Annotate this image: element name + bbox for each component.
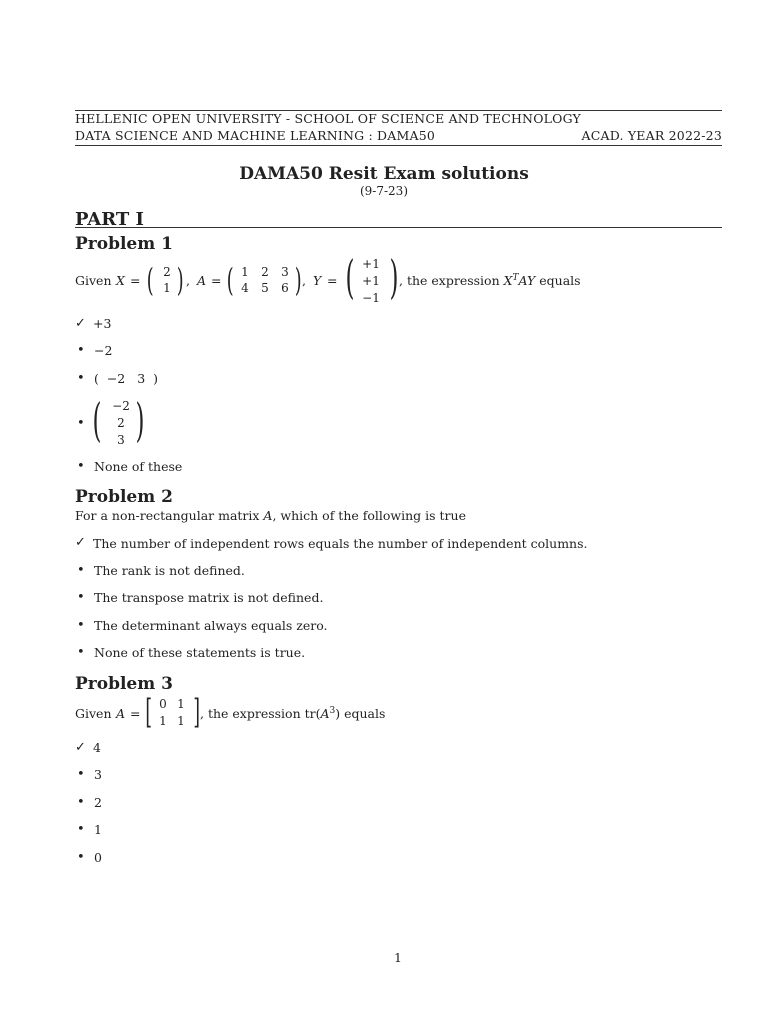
bullet-icon: • (77, 618, 85, 633)
column-vector-entry: −2 (112, 399, 130, 413)
bullet-icon: • (77, 343, 85, 358)
matrix-variable: A (263, 508, 273, 523)
part-rule (75, 227, 722, 228)
bullet-icon: • (77, 416, 85, 431)
equals-sign: = (327, 273, 338, 288)
equals-sign: = (130, 706, 141, 721)
matrix-entry: 1 (177, 714, 185, 728)
problem-1-heading: Problem 1 (75, 234, 173, 254)
header-academic-year: ACAD. YEAR 2022-23 (581, 128, 722, 143)
tail-suffix: ) equals (335, 706, 386, 722)
a-matrix-left-paren: ( (226, 261, 234, 299)
x-vector-entry: 1 (163, 281, 171, 295)
a-matrix-entry: 4 (241, 281, 249, 295)
x-variable: X (116, 273, 125, 288)
matrix-entry: 0 (159, 697, 167, 711)
header-bottom-rule (75, 145, 722, 146)
option: The transpose matrix is not defined. (94, 590, 324, 605)
option-row-vector: ( −2 3 ) (94, 371, 158, 386)
a-matrix-entry: 1 (241, 265, 249, 279)
a-variable: A (116, 706, 126, 721)
a-variable: A (197, 273, 207, 288)
matrix-left-bracket: [ (145, 692, 152, 732)
expr-a: A (320, 706, 330, 722)
bullet-icon: • (77, 459, 85, 474)
row-vector-entry: 3 (137, 371, 146, 386)
y-vector-entry: +1 (362, 257, 380, 271)
given-label: Given (75, 706, 112, 721)
problem-3-heading: Problem 3 (75, 674, 173, 694)
document-date: (9-7-23) (359, 184, 408, 198)
expr-ay: AY (518, 273, 536, 289)
option-correct: +3 (93, 316, 112, 331)
bullet-icon: • (77, 563, 85, 578)
x-vector-entry: 2 (163, 265, 171, 279)
matrix-entry: 1 (159, 714, 167, 728)
bullet-icon: • (77, 795, 85, 810)
comma-separator: , (302, 273, 306, 288)
expr-transpose: T (512, 273, 519, 283)
question-tail (200, 706, 385, 721)
tail-prefix: , the expression (399, 273, 504, 289)
correct-check-icon: ✓ (75, 535, 86, 550)
y-variable: Y (313, 273, 322, 288)
bullet-icon: • (77, 645, 85, 660)
bullet-icon: • (77, 767, 85, 782)
equals-sign: = (130, 273, 141, 288)
tail-prefix: , the expression tr( (200, 706, 321, 722)
option: 3 (94, 767, 102, 782)
bullet-icon: • (77, 371, 85, 386)
x-vector-right-paren: ) (176, 261, 184, 299)
header-course: DATA SCIENCE AND MACHINE LEARNING : DAMA50 (75, 128, 436, 143)
column-vector-entry: 3 (117, 433, 125, 447)
column-vector-entry: 2 (117, 416, 125, 430)
correct-check-icon: ✓ (75, 316, 86, 331)
option: The rank is not defined. (94, 563, 245, 578)
option: 2 (94, 795, 102, 810)
option-correct: 4 (93, 740, 101, 755)
option: None of these (94, 459, 183, 474)
question-suffix: , which of the following is true (272, 508, 466, 523)
a-matrix-entry: 3 (281, 265, 289, 279)
page-number: 1 (394, 950, 402, 965)
tail-suffix: equals (535, 273, 581, 289)
matrix-entry: 1 (177, 697, 185, 711)
problem-2-question (75, 508, 466, 523)
bullet-icon: • (77, 590, 85, 605)
y-vector-entry: +1 (362, 274, 380, 288)
comma-separator: , (186, 273, 190, 288)
option: The determinant always equals zero. (94, 618, 328, 633)
option: 0 (94, 850, 102, 865)
a-matrix-entry: 6 (281, 281, 289, 295)
option-correct: The number of independent rows equals the number of independent columns. (93, 536, 588, 551)
option: None of these statements is true. (94, 645, 306, 660)
option: −2 (94, 343, 113, 358)
x-vector-left-paren: ( (146, 261, 154, 299)
y-vector-right-paren: ) (389, 250, 399, 304)
problem-2-heading: Problem 2 (75, 487, 173, 507)
y-vector-left-paren: ( (345, 250, 355, 304)
a-matrix-entry: 2 (261, 265, 269, 279)
given-label: Given (75, 273, 112, 288)
option: 1 (94, 822, 102, 837)
header-institution: HELLENIC OPEN UNIVERSITY - SCHOOL OF SCIENCE AND TECHNOLOGY (75, 111, 582, 126)
column-vector-left-paren: ( (92, 393, 102, 447)
bullet-icon: • (77, 822, 85, 837)
question-prefix: For a non-rectangular matrix (75, 508, 264, 523)
a-matrix-right-paren: ) (294, 261, 302, 299)
question-tail (399, 273, 581, 288)
bullet-icon: • (77, 850, 85, 865)
column-vector-right-paren: ) (135, 393, 145, 447)
y-vector-entry: −1 (362, 291, 380, 305)
expr-power: 3 (329, 706, 336, 716)
matrix-right-bracket: ] (193, 692, 200, 732)
row-vector-entry: −2 (106, 371, 126, 386)
part-heading: PART I (75, 209, 144, 230)
equals-sign: = (211, 273, 222, 288)
expr-x: X (503, 273, 513, 289)
correct-check-icon: ✓ (75, 740, 86, 755)
document-title: DAMA50 Resit Exam solutions (239, 164, 529, 184)
a-matrix-entry: 5 (261, 281, 269, 295)
